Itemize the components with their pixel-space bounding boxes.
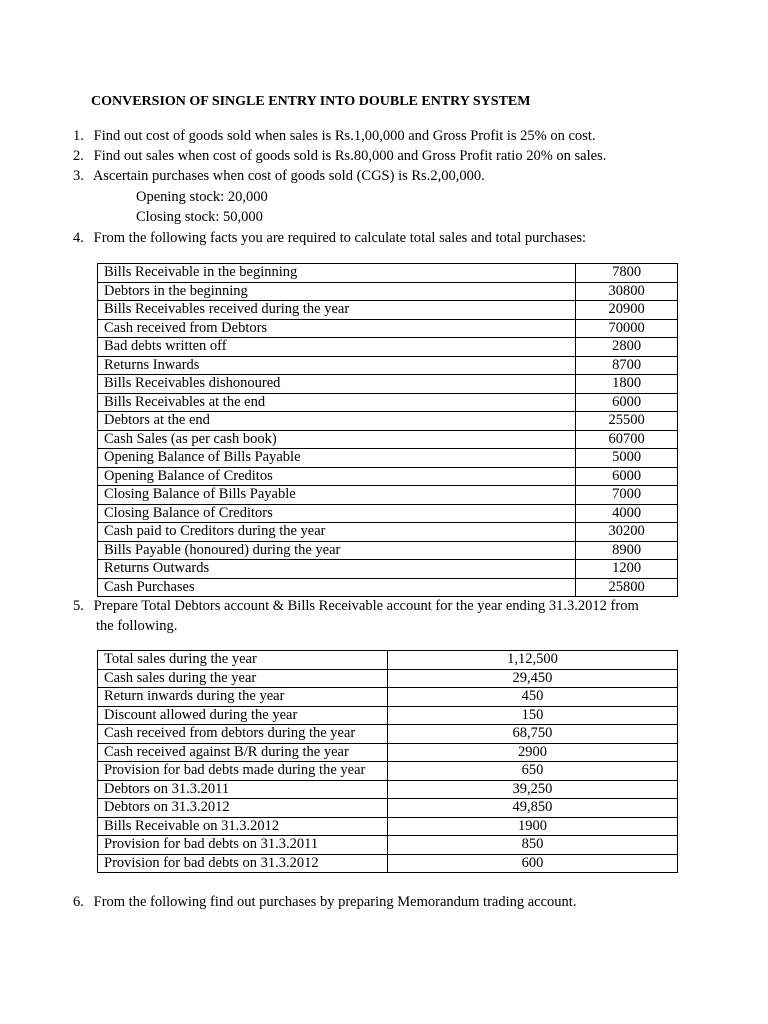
row-value: 1900 [387,817,677,836]
row-label: Opening Balance of Creditos [98,467,576,486]
question-5-continuation: the following. [96,618,178,634]
table-row [98,541,678,560]
row-label: Bills Receivable on 31.3.2012 [98,817,388,836]
table-row [98,412,678,431]
row-label: Debtors in the beginning [98,282,576,301]
row-label: Cash paid to Creditors during the year [98,523,576,542]
table-row [98,743,678,762]
table-row [98,762,678,781]
page-title: CONVERSION OF SINGLE ENTRY INTO DOUBLE ENTRY SYSTEM [91,94,531,109]
row-label: Return inwards during the year [98,688,388,707]
table-row [98,467,678,486]
question-text: From the following facts you are required to calculate total sales and total purchases: [93,230,587,246]
row-label: Cash sales during the year [98,669,388,688]
facts-table-q5 [97,650,678,873]
row-label: Provision for bad debts made during the year [98,762,388,781]
table-row [98,817,678,836]
row-value: 7000 [576,486,678,505]
row-label: Provision for bad debts on 31.3.2011 [98,836,388,855]
row-label: Bills Receivables dishonoured [98,375,576,394]
table-row [98,854,678,873]
table-row [98,780,678,799]
row-value: 650 [387,762,677,781]
question-text: Ascertain purchases when cost of goods sold (CGS) is Rs.2,00,000. [92,168,485,184]
row-label: Cash Purchases [98,578,576,597]
row-value: 2900 [387,743,677,762]
row-value: 5000 [576,449,678,468]
table-row [98,523,678,542]
row-value: 450 [387,688,677,707]
table-row [98,725,678,744]
row-value: 60700 [576,430,678,449]
row-value: 25800 [576,578,678,597]
row-label: Closing Balance of Bills Payable [98,486,576,505]
question-text: Find out sales when cost of goods sold is Rs.80,000 and Gross Profit ratio 20% on sales. [93,148,607,164]
table-row [98,356,678,375]
question-number: 4. [73,230,84,246]
question-text: Prepare Total Debtors account & Bills Receivable account for the year ending 31.3.2012 from [93,598,639,614]
table-row [98,578,678,597]
row-label: Cash Sales (as per cash book) [98,430,576,449]
row-value: 150 [387,706,677,725]
row-label: Closing Balance of Creditors [98,504,576,523]
row-value: 68,750 [387,725,677,744]
row-label: Bills Receivables received during the year [98,301,576,320]
row-label: Returns Outwards [98,560,576,579]
row-value: 25500 [576,412,678,431]
question-text: Find out cost of goods sold when sales is Rs.1,00,000 and Gross Profit is 25% on cost. [93,128,596,144]
question-number: 6. [73,894,84,910]
question-2 [73,146,606,166]
question-6 [73,892,576,912]
row-label: Discount allowed during the year [98,706,388,725]
row-label: Provision for bad debts on 31.3.2012 [98,854,388,873]
row-label: Cash received against B/R during the year [98,743,388,762]
question-3 [73,166,485,186]
row-label: Bills Receivables at the end [98,393,576,412]
closing-stock-line: Closing stock: 50,000 [136,209,263,225]
opening-stock-line: Opening stock: 20,000 [136,189,268,205]
table-row [98,504,678,523]
question-5 [73,596,639,616]
row-label: Total sales during the year [98,651,388,670]
row-label: Bad debts written off [98,338,576,357]
table-row [98,706,678,725]
row-label: Cash received from debtors during the year [98,725,388,744]
row-value: 2800 [576,338,678,357]
row-label: Debtors on 31.3.2012 [98,799,388,818]
table-row [98,264,678,283]
row-value: 29,450 [387,669,677,688]
row-value: 8900 [576,541,678,560]
table-row [98,375,678,394]
row-value: 6000 [576,467,678,486]
question-number: 5. [73,598,84,614]
row-value: 4000 [576,504,678,523]
table-row [98,301,678,320]
question-number: 1. [73,128,84,144]
row-value: 7800 [576,264,678,283]
table-row [98,393,678,412]
row-value: 70000 [576,319,678,338]
row-label: Opening Balance of Bills Payable [98,449,576,468]
table-row [98,669,678,688]
row-label: Debtors at the end [98,412,576,431]
table-row [98,836,678,855]
row-value: 8700 [576,356,678,375]
row-label: Returns Inwards [98,356,576,375]
facts-table-q4 [97,263,678,597]
question-4 [73,228,586,248]
row-value: 20900 [576,301,678,320]
question-number: 3. [73,168,84,184]
row-value: 49,850 [387,799,677,818]
table-row [98,486,678,505]
row-value: 39,250 [387,780,677,799]
question-text: From the following find out purchases by preparing Memorandum trading account. [93,894,577,910]
row-label: Cash received from Debtors [98,319,576,338]
table-row [98,688,678,707]
row-value: 30800 [576,282,678,301]
table-row [98,651,678,670]
row-value: 1800 [576,375,678,394]
table-row [98,430,678,449]
row-label: Bills Receivable in the beginning [98,264,576,283]
row-label: Debtors on 31.3.2011 [98,780,388,799]
table-row [98,449,678,468]
row-value: 1,12,500 [387,651,677,670]
question-number: 2. [73,148,84,164]
table-row [98,338,678,357]
table-row [98,319,678,338]
table-row [98,799,678,818]
question-1 [73,126,595,146]
row-value: 6000 [576,393,678,412]
row-value: 600 [387,854,677,873]
row-value: 1200 [576,560,678,579]
row-value: 850 [387,836,677,855]
table-row [98,560,678,579]
row-value: 30200 [576,523,678,542]
table-row [98,282,678,301]
row-label: Bills Payable (honoured) during the year [98,541,576,560]
